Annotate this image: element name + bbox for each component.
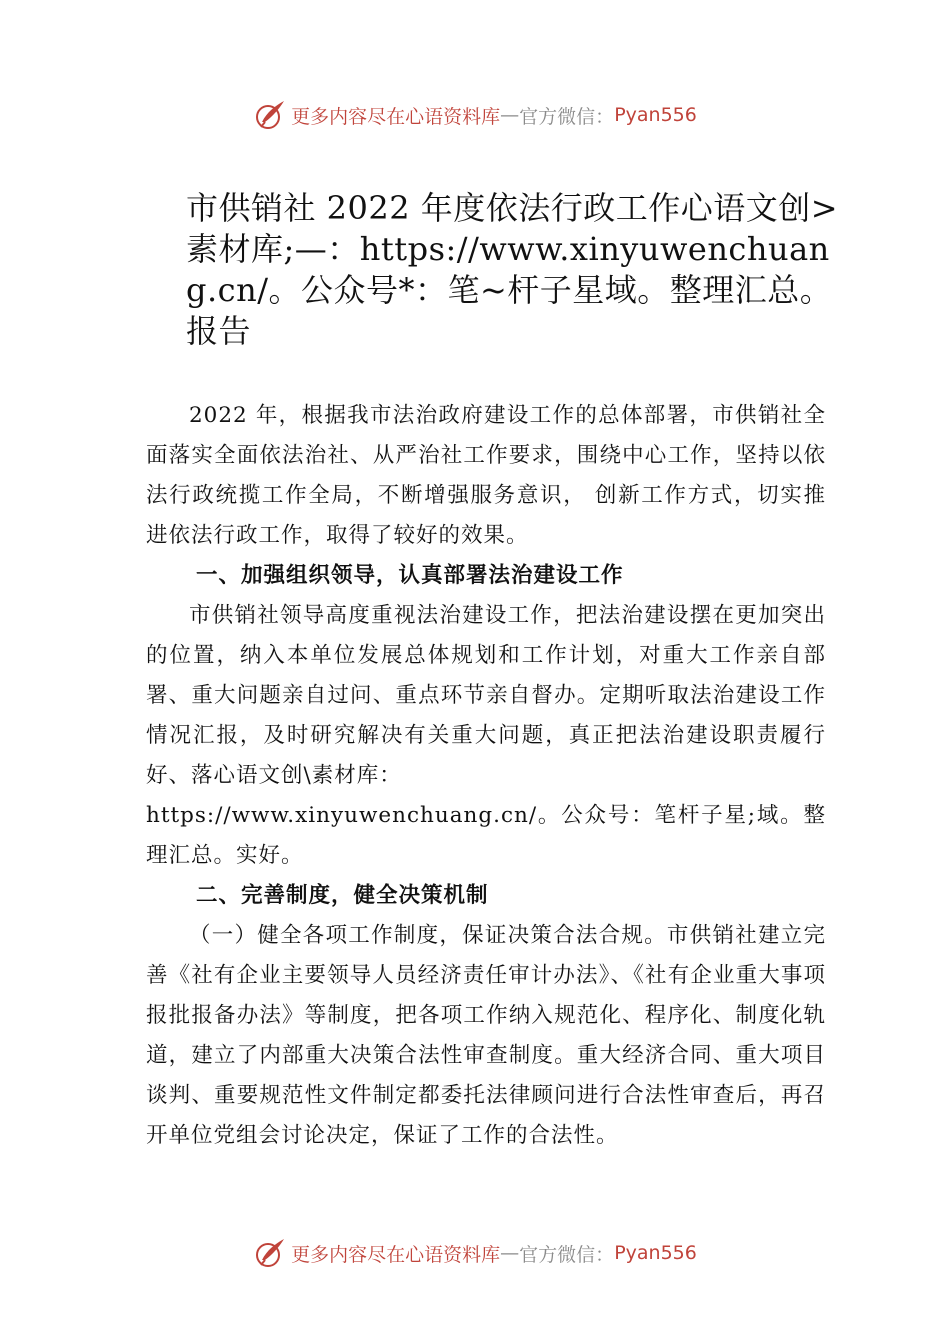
section-1-paragraph: 市供销社领导高度重视法治建设工作，把法治建设摆在更加突出的位置，纳入本单位发展总体规划和工作计划，对重大工作亲自部署、重大问题亲自过问、重点环节亲自督办。定期听取法治建设工作情况汇报，及时研究解决有关重大问题，真正把法治建设职责履行好、落心语文创\素材库： <box>146 603 826 788</box>
banner-wechat-label: 官方微信： <box>519 105 615 128</box>
banner-wechat-id: Pyan556 <box>614 1242 697 1264</box>
intro-paragraph: 2022 年，根据我市法治政府建设工作的总体部署，市供销社全面落实全面依法治社、从严治社工作要求，围绕中心工作，坚持以依法行政统揽工作全局，不断增强服务意识， 创新工作方式，切实推进依法行政工作，取得了较好的效果。 <box>146 403 826 548</box>
banner-dash: — <box>500 1242 520 1264</box>
document-body <box>146 396 826 1156</box>
document-title: 市供销社 2022 年度依法行政工作心语文创>素材库;—：https://www.xinyuwenchuang.cn/。公众号*：笔~杆子星域。整理汇总。报告 <box>186 189 839 350</box>
banner-wechat-label: 官方微信： <box>519 1243 615 1266</box>
banner-wechat-id: Pyan556 <box>614 104 697 126</box>
footer-banner <box>0 1233 950 1273</box>
banner-dash: — <box>500 104 520 126</box>
quill-pen-logo-icon <box>253 1236 287 1270</box>
banner-library-text: 更多内容尽在心语资料库 <box>291 105 501 128</box>
quill-pen-logo-icon <box>253 98 287 132</box>
section-2-heading: 二、完善制度，健全决策机制 <box>196 883 489 908</box>
header-banner <box>0 95 950 135</box>
section-1-heading: 一、加强组织领导，认真部署法治建设工作 <box>196 563 624 588</box>
section-1-tail: https://www.xinyuwenchuang.cn/。公众号：笔杆子星;域。整理汇总。实好。 <box>146 803 826 868</box>
section-2-paragraph: （一）健全各项工作制度，保证决策合法合规。市供销社建立完善《社有企业主要领导人员经济责任审计办法》、《社有企业重大事项报批报备办法》等制度，把各项工作纳入规范化、程序化、制度化轨道，建立了内部重大决策合法性审查制度。重大经济合同、重大项目谈判、重要规范性文件制定都委托法律顾问进行合法性审查后，再召开单位党组会讨论决定，保证了工作的合法性。 <box>146 923 826 1148</box>
banner-library-text: 更多内容尽在心语资料库 <box>291 1243 501 1266</box>
